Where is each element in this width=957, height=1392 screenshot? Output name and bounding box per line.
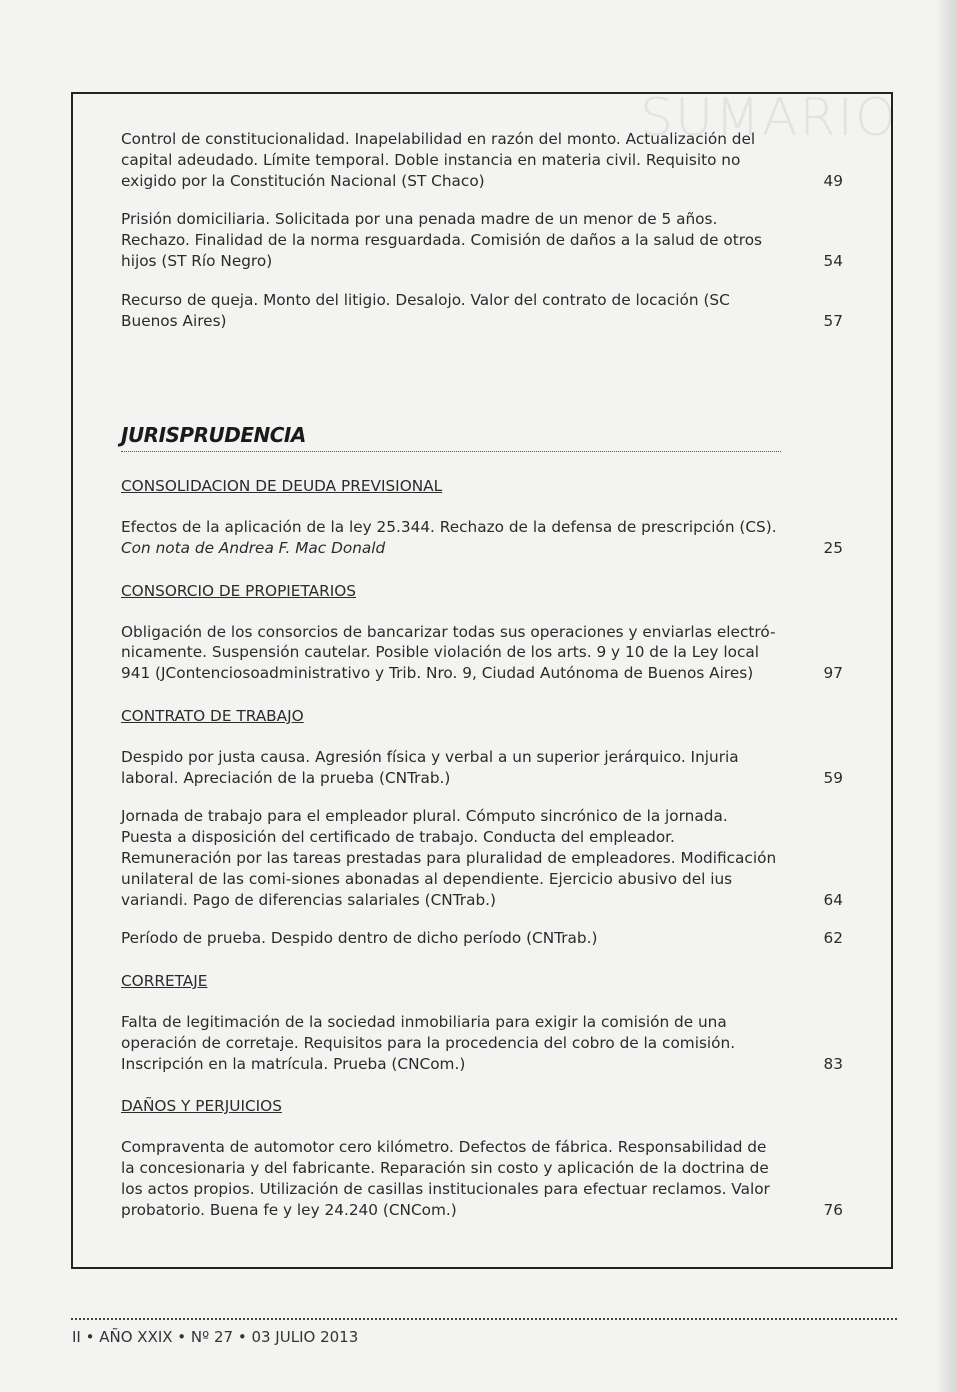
category-heading: CONSOLIDACION DE DEUDA PREVISIONAL	[121, 477, 443, 496]
entry-text: Obligación de los consorcios de bancarizar todas sus operaciones y enviarlas electró-nicamente. Suspensión cautelar. Posible violación de los arts. 9 y 10 de la Ley local 941 (JContenciosoadministrativo y Trib. Nro. 9, Ciudad Autónoma de Buenos Aires)	[121, 622, 776, 683]
index-entry	[121, 290, 843, 332]
entry-text: Prisión domiciliaria. Solicitada por una penada madre de un menor de 5 años. Rechazo. Finalidad de la norma resguardada. Comisión de daños a la salud de otros hijos (ST Río Negro)	[121, 210, 763, 270]
entry-text: Compraventa de automotor cero kilómetro. Defectos de fábrica. Responsabilidad de la concesionaria y del fabricante. Reparación sin costo y aplicación de la doctrina de los actos propios. Utilización de casillas institucionales para efectuar reclamos. Valor probatorio. Buena fe y ley 24.240 (CNCom.)	[121, 1138, 770, 1219]
page-number: 59	[823, 768, 843, 787]
page-number: 49	[823, 171, 843, 190]
index-entry	[121, 622, 843, 684]
page-number: 83	[823, 1054, 843, 1073]
entry-text: Recurso de queja. Monto del litigio. Desalojo. Valor del contrato de locación (SC Buenos Aires)	[121, 290, 730, 330]
index-entry	[121, 806, 843, 910]
summary-box	[71, 92, 893, 1269]
entry-text: Jornada de trabajo para el empleador plural. Cómputo sincrónico de la jornada. Puesta a disposición del certificado de trabajo. Conducta del empleador. Remuneración por las tareas prestadas para pluralidad de empleadores. Modificación unilateral de las comi-siones abonadas al dependiente. Ejercicio abusivo del ius variandi. Pago de diferencias salariales (CNTrab.)	[121, 807, 777, 909]
page-number: 97	[823, 664, 843, 683]
index-entry	[121, 747, 843, 789]
category-heading: DAÑOS Y PERJUICIOS	[121, 1097, 282, 1116]
index-entry	[121, 517, 843, 559]
ghost-heading: SUMARIO	[640, 88, 898, 148]
page-number: 76	[823, 1200, 843, 1219]
page-number: 54	[823, 251, 843, 270]
index-entry	[121, 1137, 843, 1220]
summary-content	[121, 129, 843, 1238]
index-entry	[121, 1012, 843, 1074]
page-edge-shadow	[935, 0, 957, 1392]
entry-text: Período de prueba. Despido dentro de dicho período (CNTrab.)	[121, 929, 598, 948]
index-entry	[121, 129, 843, 191]
index-entry	[121, 209, 843, 271]
page-number: 25	[823, 538, 843, 557]
section-title: JURISPRUDENCIA	[121, 423, 781, 452]
page-number: 64	[823, 890, 843, 909]
entry-text: Despido por justa causa. Agresión física y verbal a un superior jerárquico. Injuria laboral. Apreciación de la prueba (CNTrab.)	[121, 747, 739, 787]
footer-divider	[71, 1318, 897, 1320]
footer-issue-info: II • AÑO XXIX • Nº 27 • 03 JULIO 2013	[72, 1328, 359, 1346]
category-heading: CONTRATO DE TRABAJO	[121, 706, 304, 725]
entry-text: Falta de legitimación de la sociedad inmobiliaria para exigir la comisión de una operación de corretaje. Requisitos para la procedencia del cobro de la comisión. Inscripción en la matrícula. Prueba (CNCom.)	[121, 1012, 736, 1073]
page-number: 62	[823, 929, 843, 948]
index-entry	[121, 928, 843, 949]
category-heading: CONSORCIO DE PROPIETARIOS	[121, 581, 356, 600]
page-number: 57	[823, 311, 843, 330]
category-heading: CORRETAJE	[121, 972, 208, 991]
entry-text: Control de constitucionalidad. Inapelabilidad en razón del monto. Actualización del capital adeudado. Límite temporal. Doble instancia en materia civil. Requisito no exigido por la Constitución Nacional (ST Chaco)	[121, 130, 756, 190]
entry-main-text: Efectos de la aplicación de la ley 25.344. Rechazo de la defensa de prescripción (CS).	[121, 518, 777, 537]
entry-text	[121, 517, 781, 559]
entry-note: Con nota de Andrea F. Mac Donald	[121, 538, 386, 557]
